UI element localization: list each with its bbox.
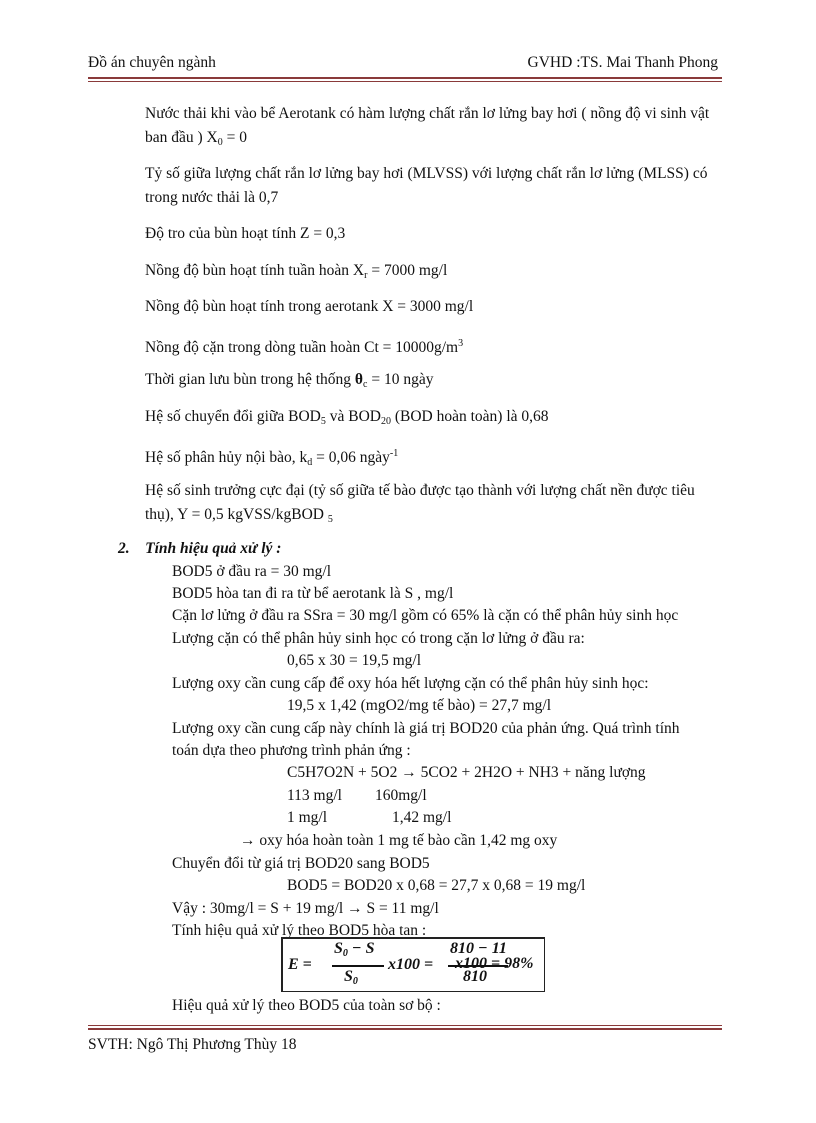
param-sup: -1 — [389, 448, 399, 459]
calc-line: Chuyển đổi từ giá trị BOD20 sang BOD5 — [172, 855, 430, 872]
section-heading — [118, 540, 281, 558]
param-text: = 7000 mg/l — [367, 262, 448, 279]
calc-line: 0,65 x 30 = 19,5 mg/l — [287, 652, 422, 669]
param-sub: r — [364, 270, 368, 281]
calc-line: Lượng oxy cần cung cấp để oxy hóa hết lượng cặn có thể phân hủy sinh học: — [172, 675, 649, 692]
theta-symbol: θ — [354, 371, 363, 388]
formula-sub: 0 — [342, 948, 348, 959]
calc-line: Cặn lơ lửng ở đầu ra SSra = 30 mg/l gồm có 65% là cặn có thể phân hủy sinh học — [172, 607, 679, 624]
reaction-ratio: 1 mg/l — [287, 809, 328, 826]
param-ash — [145, 222, 715, 246]
calc-line: Lượng cặn có thể phân hủy sinh học có trong cặn lơ lửng ở đầu ra: — [172, 630, 585, 647]
param-initial-biomass — [145, 102, 715, 155]
param-decay-coefficient — [145, 442, 715, 475]
footer-rule-thin — [88, 1025, 722, 1026]
param-bod-conversion — [145, 405, 715, 434]
param-return-sludge — [145, 259, 715, 288]
calc-line: Hiệu quả xử lý theo BOD5 của toàn sơ bộ : — [172, 997, 441, 1014]
formula-denominator-1 — [344, 968, 358, 987]
param-sub: 5 — [320, 416, 326, 427]
footer-rule-thick — [88, 1028, 722, 1030]
calc-line: 19,5 x 1,42 (mgO2/mg tế bào) = 27,7 mg/l — [287, 697, 552, 714]
formula-symbol: S — [334, 940, 343, 957]
formula-symbol: S — [344, 968, 353, 985]
param-sub: 0 — [217, 137, 223, 148]
header-rule-thin — [88, 81, 722, 82]
param-text: Hệ số chuyển đổi giữa BOD — [145, 408, 321, 425]
section-number: 2. — [118, 540, 130, 557]
param-text: Hệ số sinh trưởng cực đại (tỷ số giữa tế bào được tạo thành với lượng chất nền được tiêu thụ), Y = 0,5 kgVSS/kgBOD — [145, 482, 695, 523]
formula-numerator-2: 810 − 11 — [450, 940, 507, 957]
header-left: Đồ án chuyên ngành — [88, 54, 216, 71]
header-right: GVHD :TS. Mai Thanh Phong — [527, 54, 718, 71]
reaction-mass: 113 mg/l — [287, 787, 342, 804]
param-text: Nồng độ cặn trong dòng tuần hoàn Ct = 10000g/m — [145, 339, 459, 356]
fraction-bar-1 — [332, 965, 384, 967]
formula-mult-2: x100 = 98% — [455, 955, 534, 972]
param-sub: 5 — [327, 514, 333, 525]
param-sub: 20 — [380, 416, 391, 427]
reaction-equation: C5H7O2N + 5O2 → 5CO2 + 2H2O + NH3 + năng lượng — [287, 764, 646, 781]
param-text: Tỷ số giữa lượng chất rắn lơ lửng bay hơi (MLVSS) với lượng chất rắn lơ lửng (MLSS) có trong nước thải là 0,7 — [145, 165, 708, 206]
header-rule-thick — [88, 77, 722, 79]
param-text: Thời gian lưu bùn trong hệ thống — [145, 371, 355, 388]
param-sludge-age — [145, 368, 715, 397]
calc-line: Lượng oxy cần cung cấp này chính là giá trị BOD20 của phản ứng. Quá trình tính — [172, 720, 680, 737]
param-text: Độ tro của bùn hoạt tính Z = 0,3 — [145, 225, 346, 242]
param-aerotank-sludge — [145, 295, 715, 319]
formula-numerator-1 — [334, 940, 375, 959]
param-text: = 10 ngày — [367, 371, 434, 388]
param-text: Hệ số phân hủy nội bào, k — [145, 449, 308, 466]
calc-line: BOD5 ở đầu ra = 30 mg/l — [172, 563, 332, 580]
param-text: Nồng độ bùn hoạt tính tuần hoàn X — [145, 262, 365, 279]
param-text: = 0 — [222, 129, 247, 146]
formula-symbol: − S — [347, 940, 375, 957]
calc-line: Vậy : 30mg/l = S + 19 mg/l → S = 11 mg/l — [172, 900, 439, 917]
footer-author: SVTH: Ngô Thị Phương Thùy 18 — [88, 1036, 297, 1053]
calc-line: Tính hiệu quả xử lý theo BOD5 hòa tan : — [172, 922, 427, 939]
param-sup: 3 — [458, 338, 464, 349]
reaction-ratio: 1,42 mg/l — [392, 809, 452, 826]
param-text: = 0,06 ngày — [312, 449, 390, 466]
calc-line: toán dựa theo phương trình phản ứng : — [172, 742, 411, 759]
calc-line: BOD5 hòa tan đi ra từ bể aerotank là S , mg/l — [172, 585, 454, 602]
formula-mult-1: x100 = — [388, 956, 434, 973]
param-sub: d — [307, 457, 313, 468]
param-return-concentration — [145, 332, 715, 360]
param-mlvss-ratio — [145, 162, 715, 210]
param-text: (BOD hoàn toàn) là 0,68 — [390, 408, 549, 425]
param-text: Nồng độ bùn hoạt tính trong aerotank X = 3000 mg/l — [145, 298, 474, 315]
formula-lhs: E = — [288, 956, 312, 973]
section-title: Tính hiệu quả xử lý : — [145, 540, 282, 557]
reaction-mass: 160mg/l — [375, 787, 427, 804]
formula-sub: 0 — [352, 976, 358, 987]
formula-denominator-2: 810 — [463, 968, 487, 985]
calc-line: → oxy hóa hoàn toàn 1 mg tế bào cần 1,42 mg oxy — [240, 832, 558, 849]
param-text: và BOD — [325, 408, 381, 425]
param-yield — [145, 479, 715, 532]
param-text: Nước thải khi vào bể Aerotank có hàm lượng chất rắn lơ lửng bay hơi ( nồng độ vi sinh vật ban đầu ) X — [145, 105, 710, 146]
calc-line: BOD5 = BOD20 x 0,68 = 27,7 x 0,68 = 19 mg/l — [287, 877, 586, 894]
param-sub: c — [363, 379, 368, 390]
